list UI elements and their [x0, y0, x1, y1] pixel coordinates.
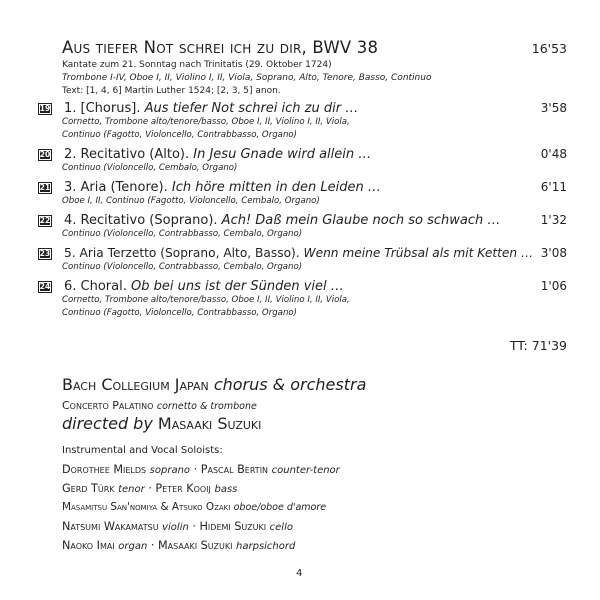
soloist-role: cello	[269, 522, 293, 533]
track-scoring: Cornetto, Trombone alto/tenore/basso, Oboe I, II, Violino I, II, Viola,	[62, 117, 350, 127]
ensemble-concerto-palatino	[62, 399, 257, 412]
soloist-line	[62, 501, 326, 513]
track-incipit: Ach! Daß mein Glaube noch so schwach …	[221, 213, 501, 228]
track-duration: 0'48	[540, 147, 567, 161]
track-incipit: Aus tiefer Not schrei ich zu dir …	[144, 101, 359, 116]
soloist-line	[62, 482, 237, 495]
track-number-badge: 23	[39, 249, 51, 258]
track-row	[38, 180, 567, 208]
separator-dot: ·	[192, 520, 196, 533]
soloist-role: oboe/oboe d'amore	[233, 502, 327, 513]
track-row	[38, 101, 567, 142]
track-label: 2. Recitativo (Alto).	[64, 147, 190, 162]
separator-dot: ·	[148, 482, 152, 495]
track-label: 4. Recitativo (Soprano).	[64, 213, 218, 228]
track-row	[38, 279, 567, 320]
soloist-name: Pascal Bertin	[200, 463, 269, 476]
track-duration: 1'32	[540, 213, 567, 227]
track-scoring: Continuo (Violoncello, Contrabbasso, Cembalo, Organo)	[62, 262, 303, 272]
soloist-role: tenor	[118, 484, 145, 495]
soloist-name: Natsumi Wakamatsu	[62, 520, 159, 533]
track-row	[38, 213, 567, 241]
track-scoring: Continuo (Violoncello, Contrabbasso, Cembalo, Organo)	[62, 229, 303, 239]
track-incipit: Ich höre mitten in den Leiden …	[171, 180, 381, 195]
bwv-number: BWV 38	[312, 38, 379, 57]
track-duration: 3'08	[540, 246, 567, 260]
track-incipit: In Jesu Gnade wird allein …	[193, 147, 372, 162]
director-prefix: directed by	[62, 414, 153, 433]
track-duration: 6'11	[540, 180, 567, 194]
cantata-header	[62, 38, 567, 57]
track-scoring: Continuo (Violoncello, Cembalo, Organo)	[62, 163, 238, 173]
track-label: 5. Aria Terzetto (Soprano, Alto, Basso).	[64, 246, 300, 260]
track-scoring: Continuo (Fagotto, Violoncello, Contrabbasso, Organo)	[62, 130, 298, 140]
soloist-name: Dorothee Mields	[62, 463, 147, 476]
separator-dot: ·	[150, 539, 155, 552]
soloist-name: Naoko Imai	[62, 539, 115, 552]
cantata-scoring: Trombone I-IV, Oboe I, II, Violino I, II, Viola, Soprano, Alto, Tenore, Basso, Continuo	[62, 73, 432, 83]
ensemble-role: cornetto & trombone	[156, 401, 257, 412]
total-time: TT: 71'39	[509, 338, 567, 353]
track-number-badge: 20	[39, 150, 51, 159]
track-row	[38, 246, 567, 274]
soloist-role: organ	[118, 541, 148, 552]
soloist-role: violin	[162, 522, 189, 533]
track-number-badge: 24	[39, 282, 51, 291]
soloist-role: bass	[214, 484, 238, 495]
track-number-badge: 22	[39, 216, 51, 225]
cantata-duration: 16'53	[531, 41, 567, 56]
track-number-badge: 21	[39, 183, 51, 192]
separator-dot: ·	[193, 463, 198, 476]
track-incipit: Ob bei uns ist der Sünden viel …	[131, 279, 344, 294]
soloist-name: Gerd Türk	[62, 482, 115, 495]
track-scoring: Oboe I, II, Continuo (Fagotto, Violoncello, Cembalo, Organo)	[62, 196, 320, 206]
cantata-title-text: Aus tiefer Not schrei ich zu dir,	[62, 38, 307, 57]
page-number: 4	[296, 568, 303, 579]
cantata-occasion: Kantate zum 21. Sonntag nach Trinitatis (29. Oktober 1724)	[62, 60, 332, 70]
track-scoring: Cornetto, Trombone alto/tenore/basso, Oboe I, II, Violino I, II, Viola,	[62, 295, 350, 305]
track-label: 3. Aria (Tenore).	[64, 180, 168, 195]
ensemble-name: Concerto Palatino	[62, 399, 154, 412]
track-number-badge: 19	[39, 104, 51, 113]
soloist-role: soprano	[149, 465, 191, 476]
text-credit: Text: [1, 4, 6] Martin Luther 1524; [2, 3, 5] anon.	[62, 86, 281, 96]
ensemble-name: Bach Collegium Japan	[62, 375, 209, 394]
track-incipit: Wenn meine Trübsal als mit Ketten …	[303, 246, 534, 260]
track-duration: 1'06	[540, 279, 567, 293]
soloist-line	[62, 520, 293, 533]
soloist-role: harpsichord	[236, 541, 296, 552]
soloist-name: Masaaki Suzuki	[158, 539, 233, 552]
soloist-name: Hidemi Suzuki	[199, 520, 267, 533]
track-label: 6. Choral.	[64, 279, 127, 294]
soloist-line	[62, 463, 340, 476]
soloists-heading: Instrumental and Vocal Soloists:	[62, 445, 223, 456]
track-duration: 3'58	[540, 101, 567, 115]
soloist-name: Peter Kooij	[155, 482, 211, 495]
soloist-name: Masamitsu San'nomiya & Atsuko Ozaki	[62, 501, 231, 513]
soloist-role: counter-tenor	[271, 465, 340, 476]
cantata-title	[62, 38, 378, 57]
track-scoring: Continuo (Fagotto, Violoncello, Contrabbasso, Organo)	[62, 308, 298, 318]
track-label: 1. [Chorus].	[64, 101, 141, 116]
ensemble-role: chorus & orchestra	[213, 375, 367, 394]
soloist-line	[62, 539, 295, 552]
director-line	[62, 414, 261, 433]
director-name: Masaaki Suzuki	[157, 414, 262, 433]
track-row	[38, 147, 567, 175]
ensemble-bach-collegium	[62, 375, 366, 394]
